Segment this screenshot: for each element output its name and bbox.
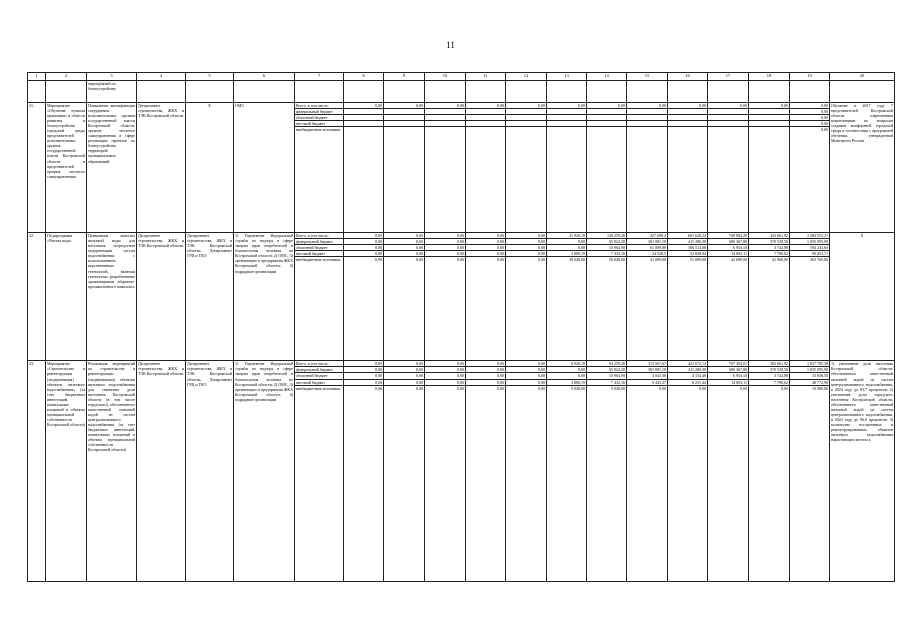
- row-result: Х: [830, 233, 895, 361]
- row-name: Мероприятие «Строительство и реконструкция (модернизация) объектов питьевого водоснабжения» (за счет бюджетных инвестиций, капитальных вложений в объекты муниципальной собственности Костромской области): [46, 361, 87, 581]
- value-cell: 0,00: [466, 257, 506, 361]
- column-header: 10: [425, 73, 466, 81]
- value-cell: 0,00: [384, 257, 425, 361]
- row-number: 32.: [28, 233, 46, 361]
- value-cell: 0,00: [466, 251, 506, 257]
- value-cell: 0,00: [506, 245, 547, 251]
- row-coexecutor: Х: [186, 103, 234, 233]
- value-cell: 423 061,92: [749, 233, 790, 239]
- value-cell: 0,00: [466, 245, 506, 251]
- value-cell: 0,00: [344, 257, 384, 361]
- value-cell: 0,00: [344, 103, 384, 109]
- value-cell: [668, 127, 708, 233]
- empty-cell: [28, 81, 46, 103]
- value-cell: 0,00: [506, 385, 547, 581]
- value-cell: 0,00: [547, 239, 587, 245]
- empty-cell: [627, 81, 668, 103]
- value-cell: [344, 127, 384, 233]
- value-cell: 1 835 095,90: [790, 367, 830, 373]
- source-label: Всего, в том числе:: [295, 233, 344, 239]
- value-cell: 601 628,24: [668, 233, 708, 239]
- empty-cell: [830, 81, 895, 103]
- value-cell: 4 154,40: [668, 373, 708, 379]
- row-executor: Департамент строительства, ЖКХ и ТЭК Костромской области: [137, 361, 186, 581]
- value-cell: 0,00: [547, 103, 587, 109]
- value-cell: 0,00: [344, 245, 384, 251]
- value-cell: 707 304,01: [708, 361, 749, 367]
- value-cell: 32 828,94: [668, 251, 708, 257]
- source-label: местный бюджет: [295, 379, 344, 385]
- value-cell: [627, 127, 668, 233]
- empty-cell: [186, 81, 234, 103]
- source-label: областной бюджет: [295, 115, 344, 121]
- value-cell: 0,00: [708, 103, 749, 109]
- value-cell: 3 880,19: [547, 379, 587, 385]
- value-cell: 0,00: [749, 103, 790, 109]
- value-cell: 0,00: [384, 379, 425, 385]
- value-cell: 0,00: [384, 245, 425, 251]
- row-number: 33.: [28, 361, 46, 581]
- value-cell: 8 920,19: [547, 361, 587, 367]
- column-header: 3: [87, 73, 137, 81]
- source-label: федеральный бюджет: [295, 367, 344, 373]
- value-cell: 0,00: [668, 103, 708, 109]
- value-cell: 0,00: [425, 385, 466, 581]
- value-cell: 0,00: [384, 233, 425, 239]
- value-cell: 370 538,50: [749, 367, 790, 373]
- value-cell: 0,00: [466, 103, 506, 109]
- source-label: Всего, в том числе:: [295, 103, 344, 109]
- value-cell: 0,00: [790, 121, 830, 127]
- row-coexecutor: Департамент строительства, ЖКХ и ТЭК Костромской области, Департамент ГРЦ и ТКО: [186, 361, 234, 581]
- source-label: федеральный бюджет: [295, 239, 344, 245]
- empty-cell: [466, 81, 506, 103]
- value-cell: 0,00: [344, 239, 384, 245]
- column-header: 16: [668, 73, 708, 81]
- row-goal: Реализация мероприятий по строительству и реконструкции (модернизации) объектов питьевого водоснабжения для снижения доли населения Костромской области (в том числе городского), обеспеченного качественной питьевой водой из систем централизованного водоснабжения (за счет бюджетных инвестиций, капитальных вложений в объекты муниципальной собственности Костромской области): [87, 361, 137, 581]
- empty-cell: [384, 81, 425, 103]
- row-partners: 1) Управление Федеральной службы по надзору в сфере защиты прав потребителей и благополучия человека по Костромской области; 2) ОМС; 3) организации и предприятия ЖКХ Костромской области; 4) подрядные организации: [234, 361, 295, 581]
- value-cell: 0,00: [506, 361, 547, 367]
- value-cell: 6 231,44: [668, 379, 708, 385]
- value-cell: 0,00: [506, 239, 547, 245]
- row-partners: 1) Управление Федеральной службы по надзору в сфере защиты прав потребителей и благополучия человека по Костромской области; 2) ОМС; 3) организации и предприятия ЖКХ Костромской области; 4) подрядные организации: [234, 233, 295, 361]
- value-cell: [384, 127, 425, 233]
- column-header: 14: [587, 73, 627, 81]
- source-label: внебюджетные источники: [295, 257, 344, 361]
- value-cell: 421 672,14: [668, 361, 708, 367]
- value-cell: [506, 127, 547, 233]
- row-name: Мероприятие «Обучение лучшим практикам» в области развития и благоустройства городской среды представителей исполнительных органов государственной власти Костромской области и представителей органов местного самоуправления»: [46, 103, 87, 233]
- value-cell: 38 040,00: [547, 257, 587, 361]
- value-cell: 0,00: [384, 361, 425, 367]
- value-cell: 0,00: [344, 379, 384, 385]
- value-cell: 0,00: [627, 103, 668, 109]
- value-cell: [749, 127, 790, 233]
- row-result: Обучение в 2017 году 7 представителей Костромской области современным компетенциям по вопросам создания комфортной городской среды в соответствии с программой обучения, утвержденной Минстроем России: [830, 103, 895, 233]
- source-label: Всего, в том числе:: [295, 361, 344, 367]
- value-cell: 1 835 095,90: [790, 239, 830, 245]
- row-goal: Повышение качества питьевой воды для населения посредством модернизации систем водоснабжения с использованием перспективных технологий, включая технологии, разработанные организациями оборонно-промышленного комплекса: [87, 233, 137, 361]
- value-cell: 65 822,20: [587, 239, 627, 245]
- column-header: 4: [137, 73, 186, 81]
- empty-cell: [46, 81, 87, 103]
- source-label: внебюджетные источники: [295, 385, 344, 581]
- value-cell: 0,00: [506, 367, 547, 373]
- value-cell: 0,00: [506, 103, 547, 109]
- column-header: 13: [547, 73, 587, 81]
- empty-cell: [749, 81, 790, 103]
- value-cell: 0,00: [547, 245, 587, 251]
- value-cell: 0,00: [708, 385, 749, 581]
- column-header: 5: [186, 73, 234, 81]
- empty-cell: [425, 81, 466, 103]
- value-cell: 0,00: [344, 367, 384, 373]
- value-cell: 0,00: [425, 251, 466, 257]
- value-cell: 24 528,5: [627, 251, 668, 257]
- value-cell: 686 367,80: [708, 367, 749, 373]
- empty-cell: [506, 81, 547, 103]
- empty-cell: [295, 81, 344, 103]
- value-cell: 0,00: [384, 367, 425, 373]
- value-cell: 0,00: [425, 103, 466, 109]
- column-header: 8: [344, 73, 384, 81]
- source-label: внебюджетные источники: [295, 127, 344, 233]
- value-cell: 0,00: [425, 361, 466, 367]
- value-cell: 3 742,80: [749, 373, 790, 379]
- column-header: 9: [384, 73, 425, 81]
- column-header: 12: [506, 73, 547, 81]
- column-header: 1: [28, 73, 46, 81]
- empty-cell: [587, 81, 627, 103]
- value-cell: 0,00: [547, 367, 587, 373]
- value-cell: 0,00: [506, 379, 547, 385]
- row-number: 31.: [28, 103, 46, 233]
- value-cell: 382 061,92: [749, 361, 790, 367]
- empty-cell: [344, 81, 384, 103]
- value-cell: 5 040,00: [587, 385, 627, 581]
- value-cell: 0,00: [425, 379, 466, 385]
- value-cell: 41 920,19: [547, 233, 587, 239]
- value-cell: 0,00: [587, 103, 627, 109]
- value-cell: 0,00: [425, 245, 466, 251]
- column-header: 11: [466, 73, 506, 81]
- value-cell: 6 933,10: [708, 373, 749, 379]
- value-cell: 94 259,26: [587, 361, 627, 367]
- value-cell: 0,00: [344, 251, 384, 257]
- value-cell: 51 000,00: [668, 257, 708, 361]
- value-cell: 0,00: [344, 385, 384, 581]
- empty-cell: [790, 81, 830, 103]
- value-cell: 0,00: [790, 115, 830, 121]
- value-cell: 7 780,62: [749, 379, 790, 385]
- value-cell: 41 000,00: [627, 257, 668, 361]
- empty-cell: [137, 81, 186, 103]
- value-cell: 10 080,00: [790, 385, 830, 581]
- value-cell: 0,00: [384, 385, 425, 581]
- value-cell: 5 040,00: [547, 385, 587, 581]
- value-cell: 0,00: [466, 361, 506, 367]
- value-cell: 301 081,10: [627, 367, 668, 373]
- row-goal: Повышение квалификации сотрудников исполнительных органов государственной власти Костромской области, органов местного самоуправления в сфере реализации проектов по благоустройству территорий муниципальных образований: [87, 103, 137, 233]
- value-cell: 3 041,30: [627, 373, 668, 379]
- value-cell: 411 286,30: [668, 367, 708, 373]
- empty-cell: [708, 81, 749, 103]
- value-cell: 0,00: [668, 385, 708, 581]
- value-cell: [587, 127, 627, 233]
- value-cell: 1 927 785,38: [790, 361, 830, 367]
- row-coexecutor: Департамент строительства, ЖКХ и ТЭК Костромской области, Департамент ГРЦ и ТКО: [186, 233, 234, 361]
- value-cell: 411 286,30: [668, 239, 708, 245]
- empty-cell: [234, 81, 295, 103]
- column-header: 15: [627, 73, 668, 81]
- value-cell: 0,00: [790, 109, 830, 115]
- column-header: 20: [830, 73, 895, 81]
- value-cell: 370 538,50: [749, 239, 790, 245]
- value-cell: 0,00: [344, 233, 384, 239]
- value-cell: 0,00: [425, 367, 466, 373]
- value-cell: 42 680,00: [708, 257, 749, 361]
- value-cell: 0,00: [425, 239, 466, 245]
- source-label: областной бюджет: [295, 245, 344, 251]
- value-cell: 0,00: [425, 373, 466, 379]
- value-cell: 9 445,27: [627, 379, 668, 385]
- value-cell: 41 000,00: [749, 257, 790, 361]
- source-label: местный бюджет: [295, 251, 344, 257]
- value-cell: 0,00: [425, 233, 466, 239]
- value-cell: 0,00: [749, 385, 790, 581]
- value-cell: 15 964,90: [587, 373, 627, 379]
- value-cell: 0,00: [384, 373, 425, 379]
- value-cell: 7 780,62: [749, 251, 790, 257]
- row-result: 1) увеличение доли населения Костромской области, обеспеченного качественной питьевой водой из систем централизованного водоснабжения, в 2024 году до 83,7 процентов; 2) увеличение доли городского населения Костромской области, обеспеченного качественной питьевой водой из систем централизованного водоснабжения, в 2024 году до 96,0 процентов; 3) количество построенных и реконструированных объектов питьевого водоснабжения нарастающим итогом к: [830, 361, 895, 581]
- value-cell: [425, 127, 466, 233]
- value-cell: 106 513,00: [668, 245, 708, 251]
- value-cell: 0,00: [627, 385, 668, 581]
- row-executor: Департамент строительства, ЖКХ и ТЭК Костромской области: [137, 233, 186, 361]
- value-cell: 0,00: [506, 233, 547, 239]
- value-cell: 7 432,16: [587, 379, 627, 385]
- value-cell: 6 933,10: [708, 245, 749, 251]
- value-cell: 0,00: [547, 373, 587, 379]
- value-cell: 0,00: [790, 103, 830, 109]
- value-cell: 0,00: [384, 251, 425, 257]
- value-cell: [547, 127, 587, 233]
- value-cell: 0,00: [790, 127, 830, 233]
- value-cell: 15 964,90: [587, 245, 627, 251]
- value-cell: 301 081,10: [627, 239, 668, 245]
- value-cell: 427 699,4: [627, 233, 668, 239]
- value-cell: 686 367,80: [708, 239, 749, 245]
- value-cell: 0,00: [466, 385, 506, 581]
- program-table: [27, 72, 895, 582]
- continuation-row: [28, 81, 895, 103]
- continuation-text: мероприятий по благоустройству: [87, 81, 137, 103]
- value-cell: 65 822,20: [587, 367, 627, 373]
- empty-cell: [668, 81, 708, 103]
- value-cell: 749 984,20: [708, 233, 749, 239]
- source-label: местный бюджет: [295, 121, 344, 127]
- value-cell: 194 243,60: [790, 245, 830, 251]
- value-cell: [466, 127, 506, 233]
- column-header: 17: [708, 73, 749, 81]
- value-cell: 3 742,80: [749, 245, 790, 251]
- value-cell: 90 453,71: [790, 251, 830, 257]
- value-cell: 0,00: [466, 373, 506, 379]
- header-row: [28, 73, 895, 81]
- row-partners: ОМС: [234, 103, 295, 233]
- page-number: 11: [446, 40, 455, 50]
- value-cell: 0,00: [506, 373, 547, 379]
- value-cell: 7 432,16: [587, 251, 627, 257]
- value-cell: 0,00: [344, 361, 384, 367]
- value-cell: 48 772,98: [790, 379, 830, 385]
- column-header: 2: [46, 73, 87, 81]
- value-cell: 263 760,00: [790, 257, 830, 361]
- row-name: Подпрограмма «Чистая вода»: [46, 233, 87, 361]
- value-cell: 0,00: [466, 233, 506, 239]
- value-cell: 50 040,00: [587, 257, 627, 361]
- value-cell: 139 259,26: [587, 233, 627, 239]
- value-cell: 3 880,19: [547, 251, 587, 257]
- column-header: 18: [749, 73, 790, 81]
- value-cell: 0,00: [384, 239, 425, 245]
- value-cell: 0,00: [466, 239, 506, 245]
- value-cell: 0,00: [466, 367, 506, 373]
- value-cell: 0,00: [506, 257, 547, 361]
- value-cell: 14 003,11: [708, 251, 749, 257]
- value-cell: 2 383 553,21: [790, 233, 830, 239]
- value-cell: 0,00: [425, 257, 466, 361]
- row-executor: Департамент строительства, ЖКХ и ТЭК Костромской области: [137, 103, 186, 233]
- value-cell: [708, 127, 749, 233]
- column-header: 6: [234, 73, 295, 81]
- value-cell: 14 003,11: [708, 379, 749, 385]
- value-cell: 313 567,67: [627, 361, 668, 367]
- empty-cell: [547, 81, 587, 103]
- source-label: областной бюджет: [295, 373, 344, 379]
- value-cell: 0,00: [344, 373, 384, 379]
- source-label: федеральный бюджет: [295, 109, 344, 115]
- column-header: 19: [790, 73, 830, 81]
- value-cell: 33 836,50: [790, 373, 830, 379]
- value-cell: 0,00: [384, 103, 425, 109]
- value-cell: 0,00: [506, 251, 547, 257]
- value-cell: 61 089,80: [627, 245, 668, 251]
- column-header: 7: [295, 73, 344, 81]
- value-cell: 0,00: [466, 379, 506, 385]
